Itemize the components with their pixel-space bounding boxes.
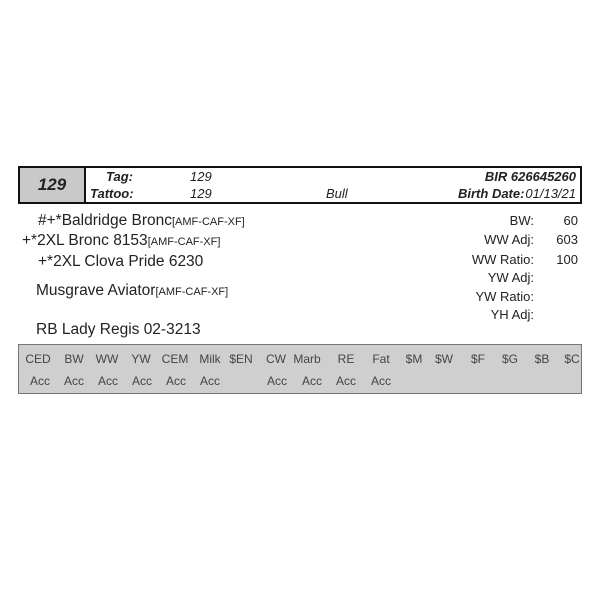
pedigree-dam-sire: Musgrave Aviator[AMF-CAF-XF]	[36, 282, 229, 299]
epd-header: CEM	[161, 352, 189, 366]
epd-header: $G	[501, 352, 518, 366]
weight-label: YH Adj:	[490, 307, 534, 322]
acc-label: Acc	[165, 374, 186, 388]
epd-header: $EN	[229, 352, 253, 366]
epd-header: CW	[266, 352, 286, 366]
tag-label: Tag:	[106, 169, 133, 184]
weight-value: 100	[556, 252, 578, 267]
acc-label: Acc	[131, 374, 152, 388]
acc-label: Acc	[63, 374, 84, 388]
epd-header: $M	[405, 352, 423, 366]
tattoo-value: 129	[190, 186, 212, 201]
weight-value: 603	[556, 232, 578, 247]
acc-label: Acc	[370, 374, 391, 388]
epd-table	[18, 344, 582, 394]
weight-label: WW Adj:	[484, 232, 534, 247]
acc-label: Acc	[199, 374, 220, 388]
weight-value: 60	[563, 213, 578, 228]
epd-header: $W	[435, 352, 453, 366]
weight-label: WW Ratio:	[471, 252, 534, 267]
acc-label: Acc	[29, 374, 50, 388]
epd-header: Fat	[372, 352, 390, 366]
header-row-1	[86, 168, 580, 185]
acc-label: Acc	[301, 374, 322, 388]
epd-header: CED	[25, 352, 51, 366]
header-divider	[580, 168, 582, 202]
epd-header: $C	[564, 352, 580, 366]
tattoo-label: Tattoo:	[90, 186, 134, 201]
pedigree-sire-sire: #+*Baldridge Bronc[AMF-CAF-XF]	[38, 212, 245, 229]
epd-header: Marb	[293, 352, 321, 366]
header-row-2	[86, 185, 580, 202]
lot-number: 129	[18, 168, 86, 202]
acc-label: Acc	[97, 374, 118, 388]
epd-header: RE	[337, 352, 355, 366]
epd-header: YW	[131, 352, 151, 366]
sex-value: Bull	[326, 186, 348, 201]
lot-header	[18, 166, 582, 204]
weight-label: BW:	[509, 213, 534, 228]
weight-label: YW Ratio:	[475, 289, 534, 304]
registration-number: BIR 626645260	[484, 169, 576, 184]
epd-header: BW	[64, 352, 84, 366]
birth-date-label: Birth Date:	[458, 186, 525, 201]
epd-header: Milk	[199, 352, 221, 366]
epd-header: WW	[95, 352, 119, 366]
birth-date-value: 01/13/21	[525, 186, 576, 201]
pedigree-sire: +*2XL Bronc 8153[AMF-CAF-XF]	[22, 232, 221, 249]
acc-label: Acc	[335, 374, 356, 388]
acc-label: Acc	[266, 374, 287, 388]
pedigree-sire-dam: +*2XL Clova Pride 6230	[38, 253, 204, 270]
weight-label: YW Adj:	[487, 270, 534, 285]
pedigree-dam-dam: RB Lady Regis 02-3213	[36, 321, 201, 338]
tag-value: 129	[190, 169, 212, 184]
epd-header: $B	[534, 352, 550, 366]
epd-header: $F	[470, 352, 485, 366]
lot-card	[18, 166, 582, 394]
